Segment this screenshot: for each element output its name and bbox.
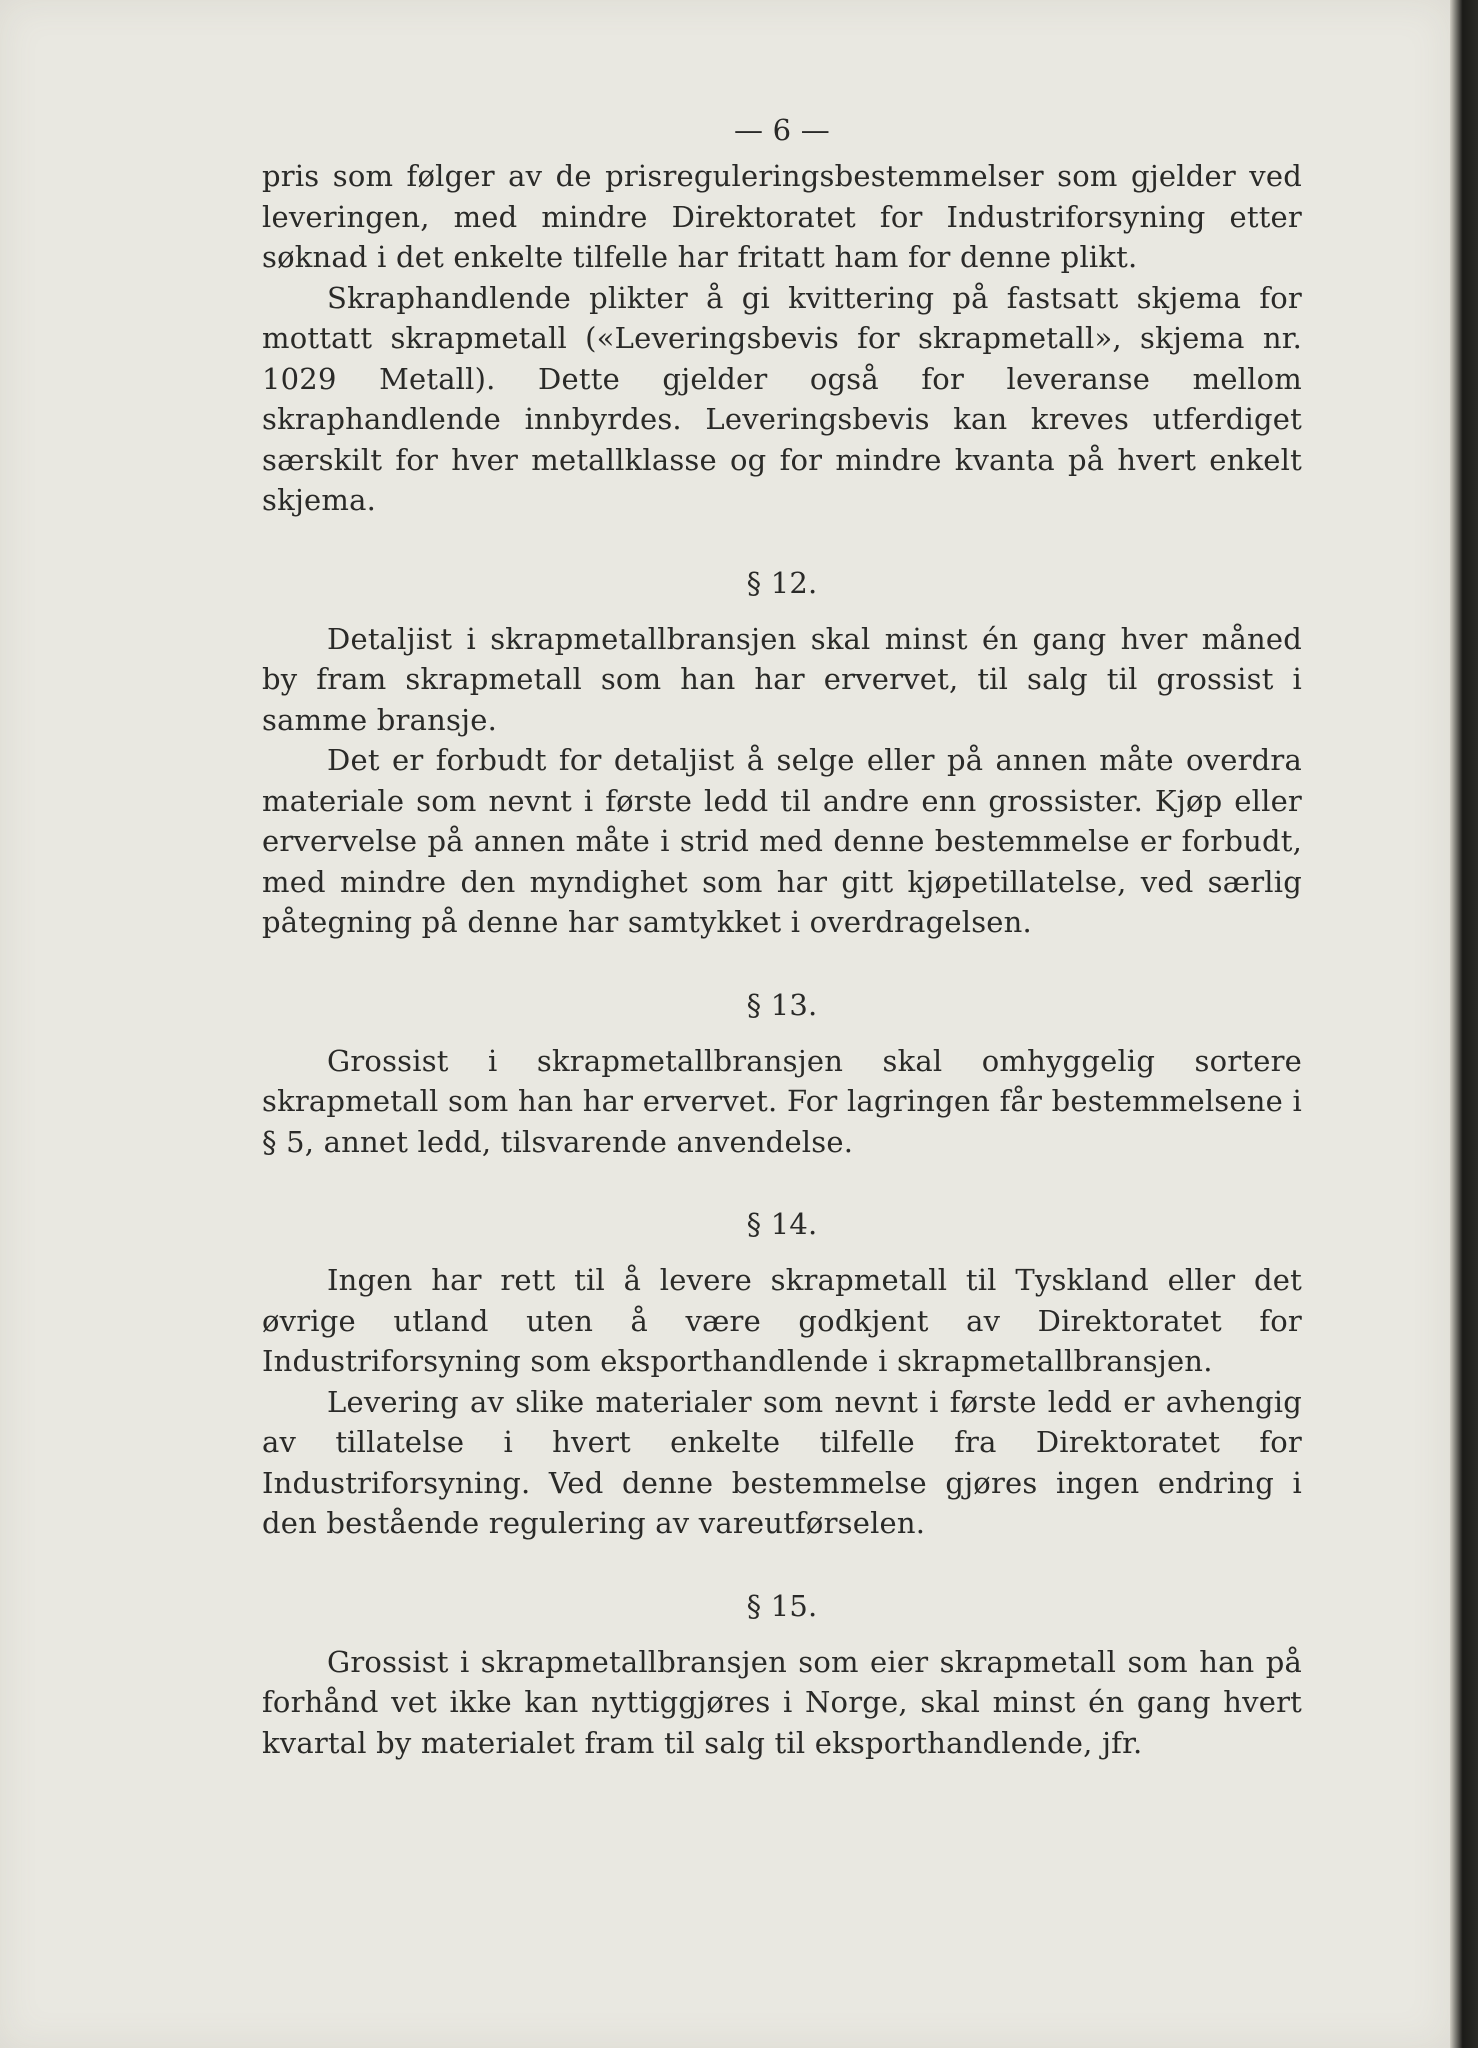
section-heading-13: § 13. bbox=[746, 987, 818, 1022]
paragraph-intro-1: pris som følger av de prisreguleringsbestemmelser som gjelder ved leveringen, med mindre Direktoratet for Industriforsyning etter søknad i det enkelte tilfelle har fritatt ham for denne plikt. bbox=[262, 159, 1302, 274]
section-heading-12: § 12. bbox=[746, 565, 818, 600]
section-heading-15: § 15. bbox=[746, 1588, 818, 1623]
section-14-paragraph-1: Ingen har rett til å levere skrapmetall til Tyskland eller det øvrige utland uten å være godkjent av Direktoratet for Industriforsyning som eksporthandlende i skrapmetallbransjen. bbox=[262, 1263, 1302, 1378]
text-block bbox=[262, 110, 1302, 1763]
section-14-paragraph-2: Levering av slike materialer som nevnt i første ledd er avhengig av tillatelse i hvert enkelte tilfelle fra Direktoratet for Industriforsyning. Ved denne bestemmelse gjøres ingen endring i den bestående regulering av vareutførselen. bbox=[262, 1384, 1302, 1540]
paragraph-intro-2: Skraphandlende plikter å gi kvittering på fastsatt skjema for mottatt skrapmetall («Leveringsbevis for skrapmetall», skjema nr. 1029 Metall). Dette gjelder også for leveranse mellom skraphandlende innbyrdes. Leveringsbevis kan kreves utferdiget særskilt for hver metallklasse og for mindre kvanta på hvert enkelt skjema. bbox=[262, 280, 1302, 517]
section-12-paragraph-2: Det er forbudt for detaljist å selge eller på annen måte overdra materiale som nevnt i første ledd til andre enn grossister. Kjøp eller ervervelse på annen måte i strid med denne bestemmelse er forbudt, med mindre den myndighet som har gitt kjøpetillatelse, ved særlig påtegning på denne har samtykket i overdragelsen. bbox=[262, 743, 1302, 939]
section-15-paragraph-1: Grossist i skrapmetallbransjen som eier skrapmetall som han på forhånd vet ikke kan nyttiggjøres i Norge, skal minst én gang hvert kvartal by materialet fram til salg til eksporthandlende, jfr. bbox=[262, 1644, 1302, 1760]
section-13-paragraph-1: Grossist i skrapmetallbransjen skal omhyggelig sortere skrapmetall som han har ervervet. For lagringen får bestemmelsene i § 5, annet ledd, tilsvarende anvendelse. bbox=[262, 1043, 1302, 1159]
section-12-paragraph-1: Detaljist i skrapmetallbransjen skal minst én gang hver måned by fram skrapmetall som han har ervervet, til salg til grossist i samme bransje. bbox=[262, 621, 1302, 737]
page-number: — 6 — bbox=[734, 113, 830, 147]
scan-edge-shadow bbox=[1450, 0, 1478, 2048]
section-heading-14: § 14. bbox=[746, 1207, 818, 1241]
